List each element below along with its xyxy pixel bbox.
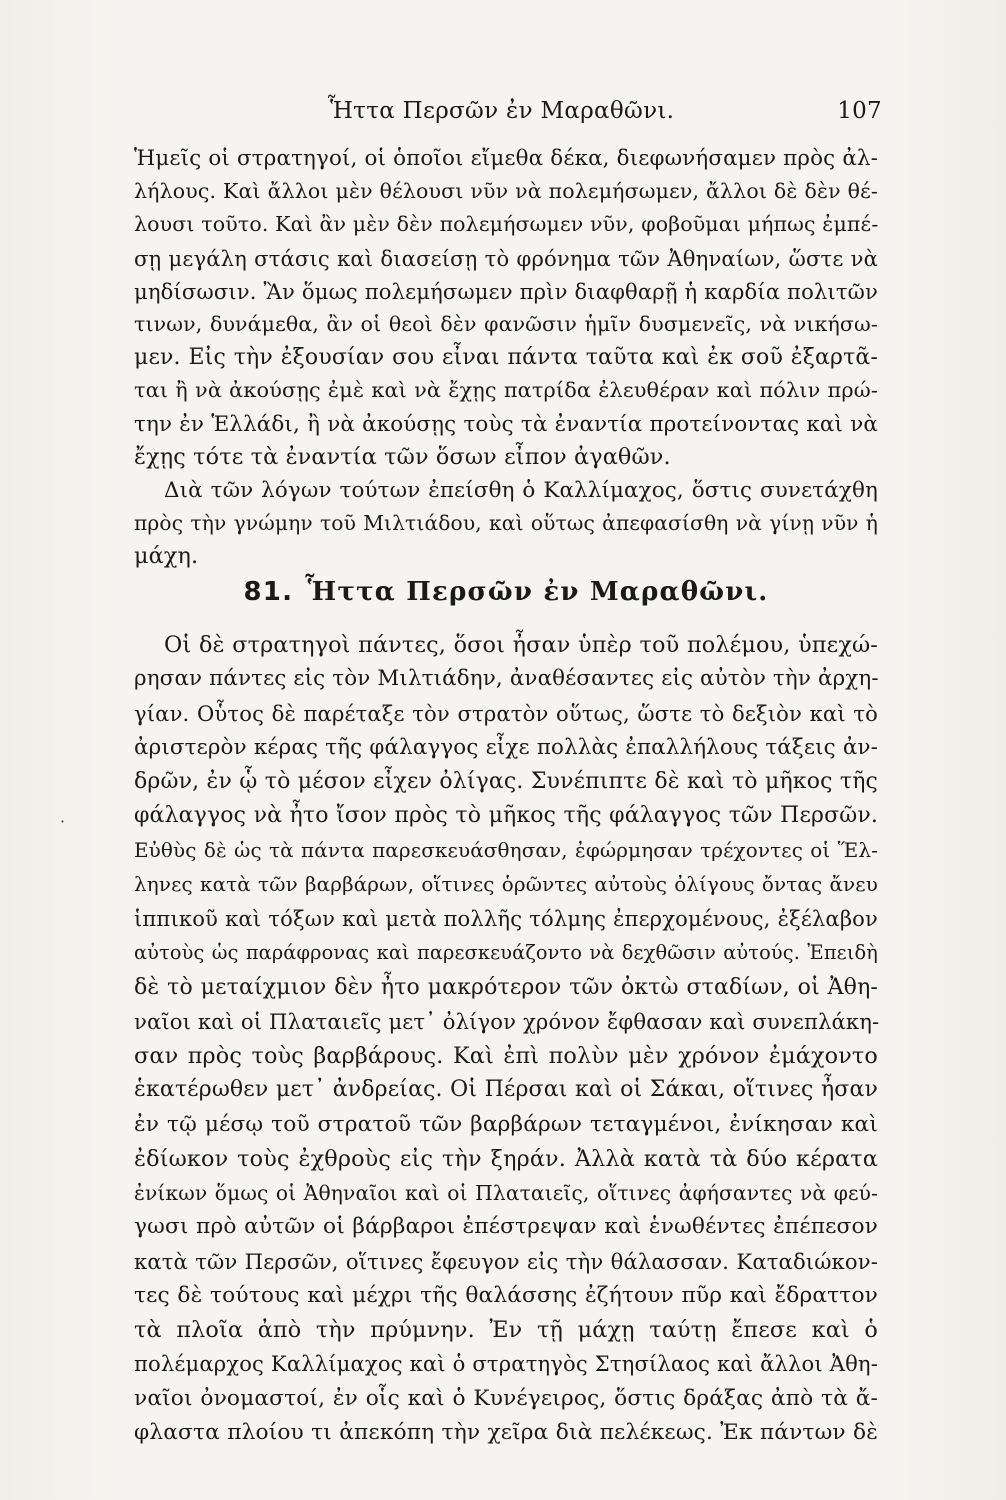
text-line: ἔχῃς τότε τὰ ἐναντία τῶν ὅσων εἶπον ἀγαθῶν.: [134, 443, 671, 470]
text-block-lower: [134, 628, 878, 1450]
text-line: φάλαγγος νὰ ἦτο ἴσον πρὸς τὸ μῆκος τῆς φάλαγγος τῶν Περσῶν.: [134, 803, 878, 829]
text-line: κατὰ τῶν Περσῶν, οἵτινες ἔφευγον εἰς τὴν θάλασσαν. Καταδιώκον-: [134, 1248, 878, 1274]
text-line: μάχη.: [134, 543, 199, 570]
text-line: ἱππικοῦ καὶ τόξων καὶ μετὰ πολλῆς τόλμης ἐπερχομένους, ἐξέλαβον: [134, 906, 878, 931]
running-title: Ἧττα Περσῶν ἐν Μαραθῶνι.: [327, 98, 675, 124]
text-line: ναῖοι ὀνομαστοί, ἐν οἷς καὶ ὁ Κυνέγειρος, ὅστις δράξας ἀπὸ τὰ ἄ-: [134, 1385, 878, 1411]
paragraph-3: [134, 628, 878, 1450]
section-title: Ἧττα Περσῶν ἐν Μαραθῶνι.: [305, 577, 769, 607]
text-line: ἀριστερὸν κέρας τῆς φάλαγγος εἶχε πολλὰς ἐπαλλήλους τάξεις ἀν-: [134, 734, 878, 760]
text-line: λήλους. Καὶ ἄλλοι μὲν θέλουσι νῦν νὰ πολεμήσωμεν, ἄλλοι δὲ δὲν θέ-: [134, 179, 878, 204]
text-line: Οἱ δὲ στρατηγοὶ πάντες, ὅσοι ἦσαν ὑπὲρ τοῦ πολέμου, ὑπεχώ-: [164, 632, 878, 658]
text-line: Εὐθὺς δὲ ὡς τὰ πάντα παρεσκευάσθησαν, ἐφώρμησαν τρέχοντες οἱ Ἕλ-: [134, 838, 878, 862]
text-line: Διὰ τῶν λόγων τούτων ἐπείσθη ὁ Καλλίμαχος, ὅστις συνετάχθη: [164, 477, 878, 503]
text-line: τὰ πλοῖα ἀπὸ τὴν πρύμνην. Ἐν τῇ μάχῃ ταύτῃ ἔπεσε καὶ ὁ: [134, 1317, 878, 1343]
text-line: ἑκατέρωθεν μετ᾽ ἀνδρείας. Οἱ Πέρσαι καὶ οἱ Σάκαι, οἵτινες ἦσαν: [134, 1077, 878, 1103]
text-line: πρὸς τὴν γνώμην τοῦ Μιλτιάδου, καὶ οὕτως ἀπεφασίσθη νὰ γίνῃ νῦν ἡ: [134, 511, 878, 536]
text-line: μηδίσωσιν. Ἂν ὅμως πολεμήσωμεν πρὶν διαφθαρῇ ἡ καρδία πολιτῶν: [134, 278, 878, 304]
page-number: 107: [837, 98, 882, 124]
text-line: δρῶν, ἐν ᾧ τὸ μέσον εἶχεν ὀλίγας. Συνέπιπτε δὲ καὶ τὸ μῆκος τῆς: [134, 769, 878, 794]
text-line: πολέμαρχος Καλλίμαχος καὶ ὁ στρατηγὸς Στησίλαος καὶ ἄλλοι Ἀθη-: [134, 1351, 878, 1377]
text-line: γίαν. Οὗτος δὲ παρέταξε τὸν στρατὸν οὕτως, ὥστε τὸ δεξιὸν καὶ τὸ: [134, 700, 878, 726]
text-line: γωσι πρὸ αὐτῶν οἱ βάρβαροι ἐπέστρεψαν καὶ ἑνωθέντες ἐπέπεσον: [134, 1214, 878, 1240]
text-line: ἐνίκων ὅμως οἱ Ἀθηναῖοι καὶ οἱ Πλαταιεῖς, οἵτινες ἀφήσαντες νὰ φεύ-: [134, 1181, 878, 1205]
text-line: μεν. Εἰς τὴν ἐξουσίαν σου εἶναι πάντα ταῦτα καὶ ἐκ σοῦ ἐξαρτᾶ-: [134, 345, 878, 371]
margin-mark: ·: [60, 812, 66, 831]
text-line: τινων, δυνάμεθα, ἂν οἱ θεοὶ δὲν φανῶσιν ἡμῖν δυσμενεῖς, νὰ νικήσω-: [134, 311, 878, 336]
text-line: σῃ μεγάλη στάσις καὶ διασείσῃ τὸ φρόνημα τῶν Ἀθηναίων, ὥστε νὰ: [134, 245, 878, 271]
running-head: [120, 98, 882, 128]
text-line: αὐτοὺς ὡς παράφρονας καὶ παρεσκευάζοντο νὰ δεχθῶσιν αὐτούς. Ἐπειδὴ: [134, 941, 878, 965]
text-line: ἐδίωκον τοὺς ἐχθροὺς εἰς τὴν ξηράν. Ἀλλὰ κατὰ τὰ δύο κέρατα: [134, 1145, 878, 1172]
text-block-upper: [134, 142, 878, 573]
paragraph-2: [134, 474, 878, 574]
text-line: Ἡμεῖς οἱ στρατηγοί, οἱ ὁποῖοι εἴμεθα δέκα, διεφωνήσαμεν πρὸς ἀλ-: [134, 146, 878, 171]
section-heading: [134, 572, 878, 612]
text-line: δὲ τὸ μεταίχμιον δὲν ἦτο μακρότερον τῶν ὀκτὼ σταδίων, οἱ Ἀθη-: [134, 974, 878, 1000]
text-line: σαν πρὸς τοὺς βαρβάρους. Καὶ ἐπὶ πολὺν μὲν χρόνον ἐμάχοντο: [134, 1043, 878, 1069]
text-line: λουσι τοῦτο. Καὶ ἂν μὲν δὲν πολεμήσωμεν νῦν, φοβοῦμαι μήπως ἐμπέ-: [134, 212, 879, 237]
paragraph-1: [134, 142, 878, 474]
text-line: φλαστα πλοίου τι ἀπεκόπη τὴν χεῖρα διὰ πελέκεως. Ἐκ πάντων δὲ: [134, 1419, 878, 1445]
text-line: ται ἢ νὰ ἀκούσῃς ἐμὲ καὶ νὰ ἔχῃς πατρίδα ἐλευθέραν καὶ πόλιν πρώ-: [134, 378, 878, 403]
text-line: ληνες κατὰ τῶν βαρβάρων, οἵτινες ὁρῶντες αὐτοὺς ὀλίγους ὄντας ἄνευ: [134, 872, 878, 896]
text-line: τες δὲ τούτους καὶ μέχρι τῆς θαλάσσης ἐζήτουν πῦρ καὶ ἔδραττον: [134, 1282, 878, 1308]
text-line: την ἐν Ἑλλάδι, ἢ νὰ ἀκούσῃς τοὺς τὰ ἐναντία προτείνοντας καὶ νὰ: [134, 411, 878, 437]
text-line: ναῖοι καὶ οἱ Πλαταιεῖς μετ᾽ ὀλίγον χρόνον ἔφθασαν καὶ συνεπλάκη-: [134, 1008, 880, 1034]
text-line: ρησαν πάντες εἰς τὸν Μιλτιάδην, ἀναθέσαντες εἰς αὐτὸν τὴν ἀρχη-: [134, 666, 879, 692]
text-line: ἐν τῷ μέσῳ τοῦ στρατοῦ τῶν βαρβάρων τεταγμένοι, ἐνίκησαν καὶ: [134, 1111, 878, 1137]
section-number: 81.: [243, 577, 294, 607]
